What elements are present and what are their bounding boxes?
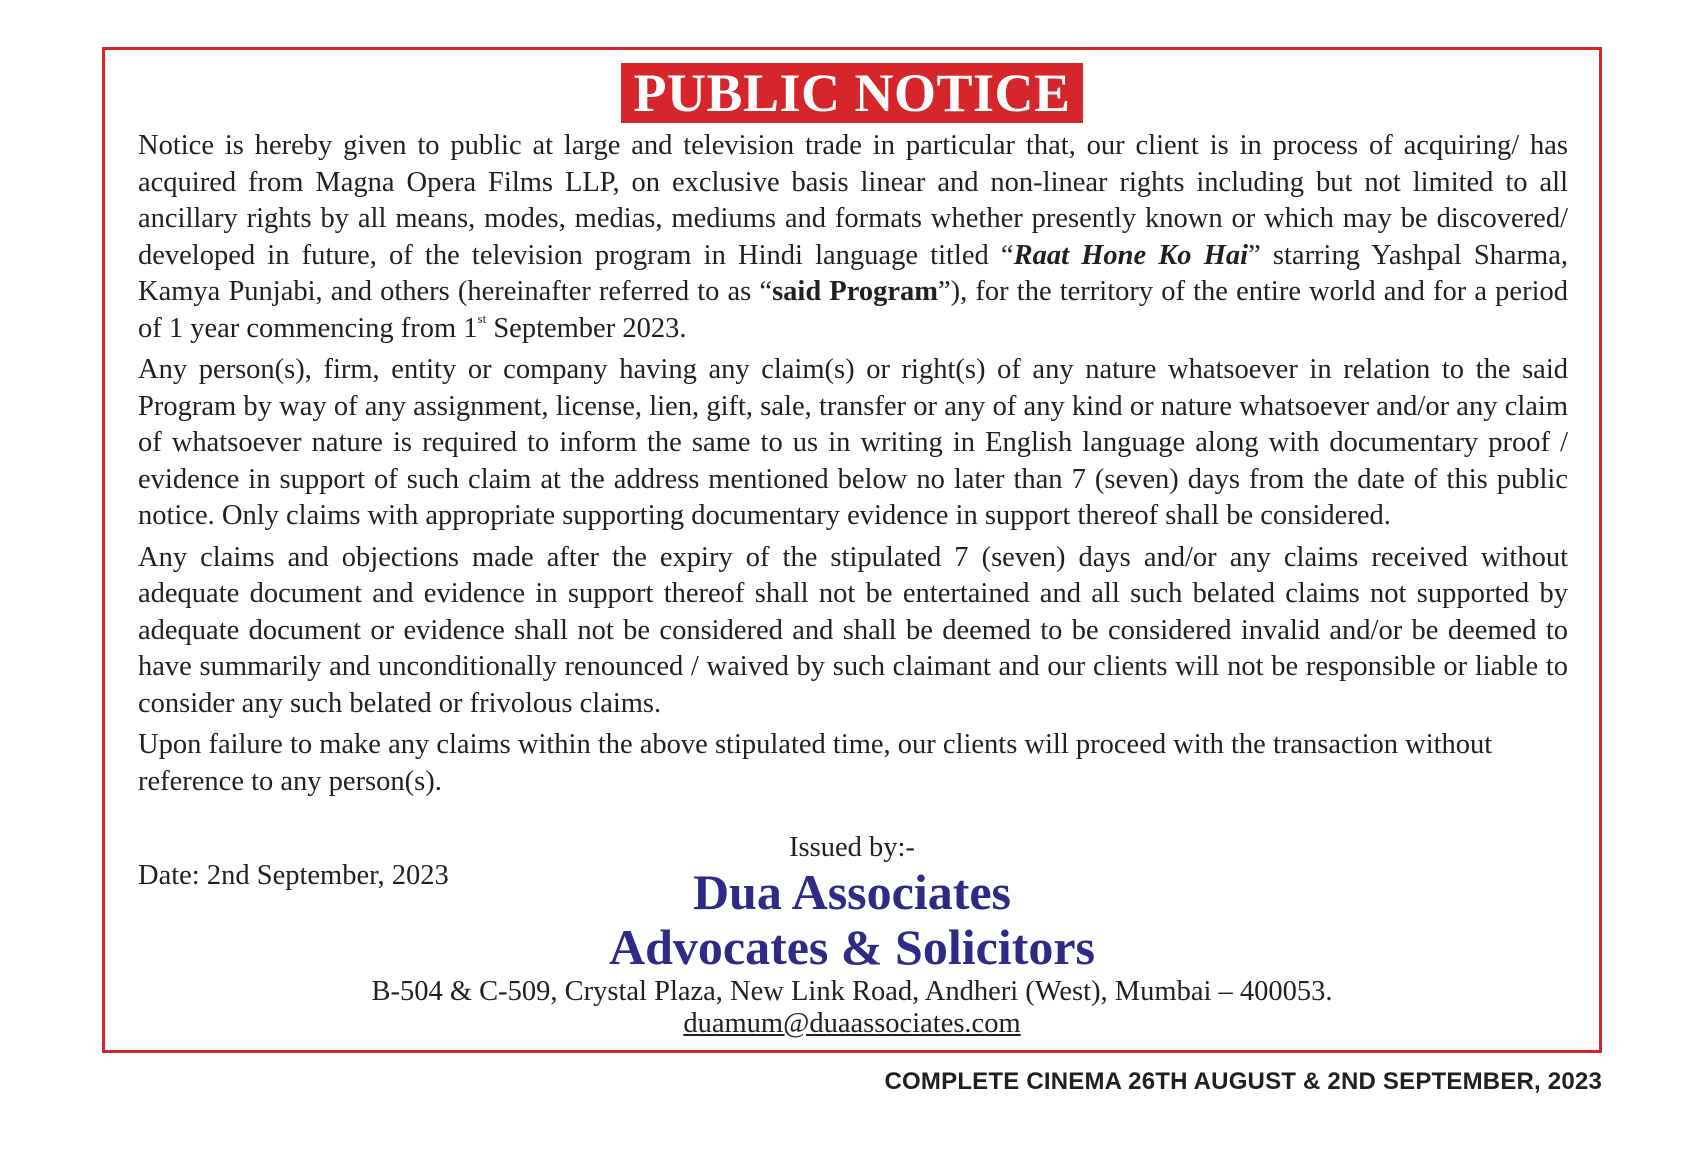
ordinal-suffix: st (477, 310, 487, 326)
paragraph-3: Any claims and objections made after the expiry of the stipulated 7 (seven) days and/or any claims received without adequate document and evidence in support thereof shall not be entertained and all such belated claims not supported by adequate document or evidence shall not be considered and shall be deemed to be considered invalid and/or be deemed to have summarily and unconditionally renounced / waived by such claimant and our clients will not be responsible or liable to consider any such belated or frivolous claims. (138, 541, 1568, 719)
paragraph-1 (138, 128, 1568, 347)
paragraph-1-part-d: September 2023. (486, 312, 687, 344)
firm-block (105, 865, 1599, 975)
firm-address: B-504 & C-509, Crystal Plaza, New Link Road, Andheri (West), Mumbai – 400053. (371, 976, 1333, 1007)
email-link[interactable]: duamum@duaassociates.com (683, 1008, 1021, 1039)
issued-by-label: Issued by:- (789, 832, 915, 863)
email-line (105, 1008, 1599, 1040)
notice-title: PUBLIC NOTICE (621, 63, 1082, 123)
publication-footer: COMPLETE CINEMA 26TH AUGUST & 2ND SEPTEMBER, 2023 (884, 1068, 1602, 1095)
said-program-term: said Program (772, 276, 938, 307)
title-wrapper (105, 63, 1599, 123)
paragraph-1-part-a: Notice is hereby given to public at large and television trade in particular that, our client is in process of acquiring/ has acquired from Magna Opera Films LLP, on exclusive basis linear and non-linear rights including but not limited to all ancillary rights by all means, modes, medias, mediums and formats whether presently known or which may be discovered/ developed in future, of the television program in Hindi language titled “ (138, 130, 1568, 271)
paragraph-1-part-c: ”), for the territory of the entire world and for a period of 1 year commencing from 1 (138, 276, 1568, 344)
firm-subtitle: Advocates & Solicitors (608, 919, 1096, 975)
public-notice-box (102, 47, 1602, 1053)
notice-body (138, 128, 1568, 805)
paragraph-4: Upon failure to make any claims within the above stipulated time, our clients will proceed with the transaction without reference to any person(s). (138, 729, 1493, 797)
paragraph-1-part-b: ” starring Yashpal Sharma, Kamya Punjabi, and others (hereinafter referred to as “ (138, 239, 1568, 307)
firm-name: Dua Associates (692, 864, 1012, 920)
program-title: Raat Hone Ko Hai (1013, 239, 1249, 271)
notice-date: Date: 2nd September, 2023 (138, 860, 449, 891)
paragraph-2: Any person(s), firm, entity or company having any claim(s) or right(s) of any nature whatsoever in relation to the said Program by way of any assignment, license, lien, gift, sale, transfer or any of any kind or nature whatsoever and/or any claim of whatsoever nature is required to inform the same to us in writing in English language along with documentary proof / evidence in support of such claim at the address mentioned below no later than 7 (seven) days from the date of this public notice. Only claims with appropriate supporting documentary evidence in support thereof shall be considered. (138, 354, 1568, 531)
